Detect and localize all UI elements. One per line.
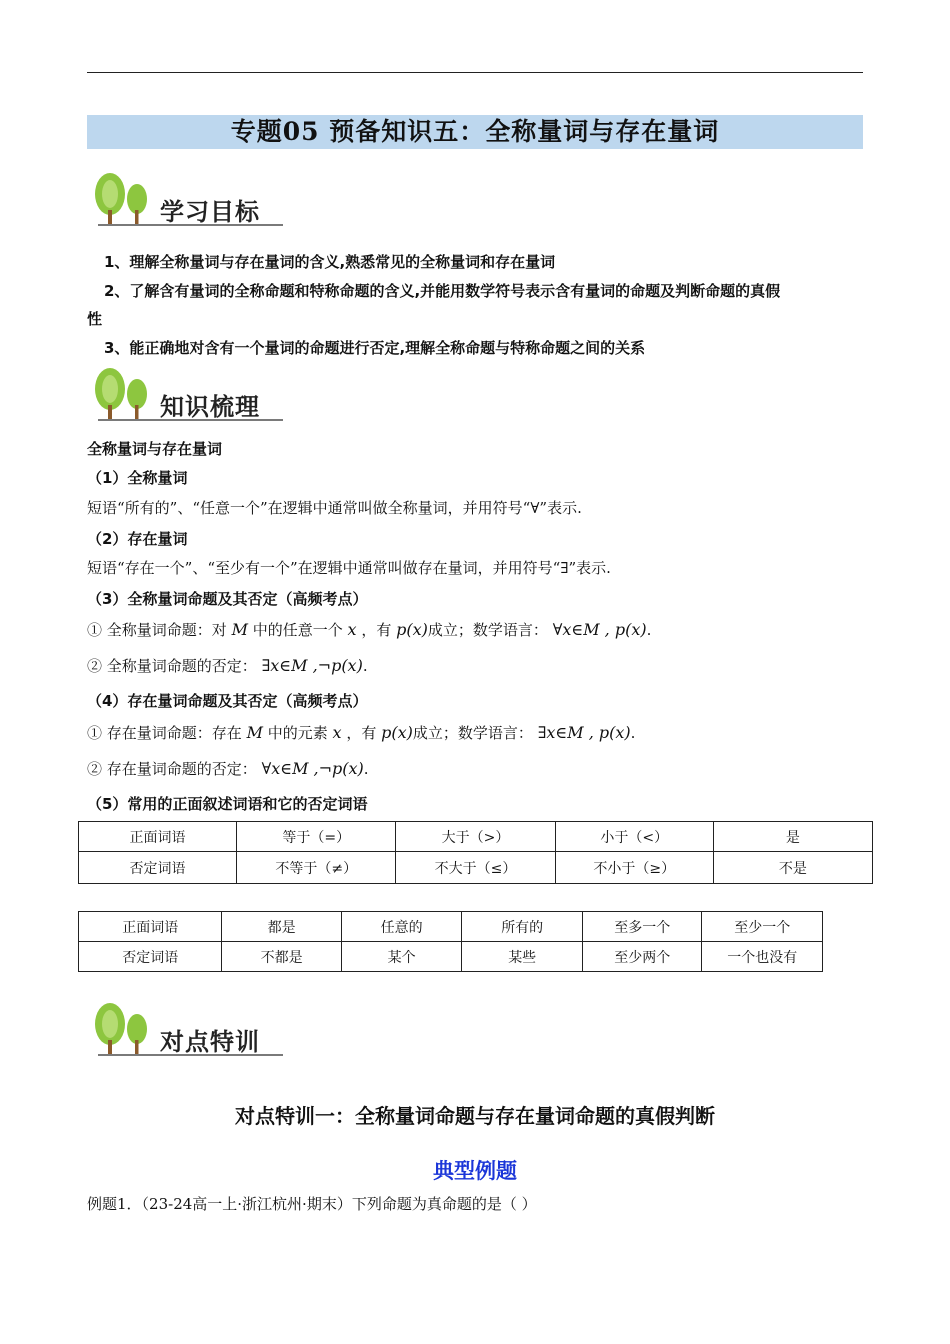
math-set-m: M: [246, 723, 263, 742]
text: ① 存在量词命题：存在: [87, 724, 242, 742]
period: .: [363, 760, 369, 778]
table-cell: 等于（=）: [237, 822, 396, 852]
table-cell: 是: [713, 822, 872, 852]
heading-common-words: （5）常用的正面叙述词语和它的否定词语: [87, 795, 368, 813]
table-cell: 不大于（≤）: [396, 852, 555, 884]
text: ② 存在量词命题的否定：: [87, 760, 257, 778]
table-cell: 不小于（≥）: [555, 852, 713, 884]
table-row: [79, 822, 873, 852]
words-table-2: [78, 911, 823, 972]
example-1: 例题1．（23-24高一上·浙江杭州·期末）下列命题为真命题的是（ ）: [87, 1195, 537, 1213]
period: .: [646, 621, 652, 639]
top-rule: [87, 72, 863, 73]
line-universal-proposition: [87, 620, 651, 640]
table-cell: 不等于（≠）: [237, 852, 396, 884]
text: 成立；数学语言：: [427, 621, 548, 639]
table-cell: 某些: [462, 942, 583, 972]
section-heading-label: 知识梳理: [160, 393, 260, 421]
typical-example-heading: 典型例题: [433, 1159, 517, 1183]
line-existential-proposition: [87, 723, 635, 743]
table-row: [79, 912, 823, 942]
table-row: [79, 942, 823, 972]
table-cell: 小于（<）: [555, 822, 713, 852]
section-heading-practice: [90, 1002, 290, 1062]
heading-existential-quantifier: （2）存在量词: [87, 530, 188, 548]
math-formula: ∀x∈M ,¬p(x): [261, 759, 364, 778]
text: ② 全称量词命题的否定：: [87, 657, 257, 675]
heading-existential-proposition: （4）存在量词命题及其否定（高频考点）: [87, 692, 368, 710]
para-existential-quantifier: 短语“存在一个”、“至少有一个”在逻辑中通常叫做存在量词，并用符号“∃”表示.: [87, 559, 611, 577]
math-formula: ∃x∈M , p(x): [537, 723, 631, 742]
tree-icon: [90, 172, 160, 228]
table-cell: 不是: [713, 852, 872, 884]
math-formula: ∃x∈M ,¬p(x): [261, 656, 363, 675]
section-underline: [98, 419, 283, 421]
line-existential-negation: [87, 759, 369, 779]
math-formula: ∀x∈M , p(x): [552, 620, 647, 639]
text: ，有: [346, 724, 377, 742]
tree-icon: [90, 1002, 160, 1058]
period: .: [362, 657, 368, 675]
table-cell: 不都是: [222, 942, 342, 972]
table-cell: 正面词语: [79, 912, 222, 942]
math-p-x: p(x): [396, 620, 428, 639]
section-heading-label: 对点特训: [160, 1028, 260, 1056]
table-cell: 否定词语: [79, 852, 237, 884]
text: 成立；数学语言：: [412, 724, 533, 742]
table-row: [79, 852, 873, 884]
table-cell: 至少两个: [582, 942, 702, 972]
words-table-1: [78, 821, 873, 884]
table-cell: 任意的: [341, 912, 462, 942]
text: 中的元素: [267, 724, 328, 742]
table-cell: 否定词语: [79, 942, 222, 972]
practice-subtitle: 对点特训一：全称量词命题与存在量词命题的真假判断: [235, 1104, 715, 1128]
table-cell: 都是: [222, 912, 342, 942]
table-cell: 至少一个: [702, 912, 823, 942]
tree-icon: [90, 367, 160, 423]
goal-item-3: 3、能正确地对含有一个量词的命题进行否定,理解全称命题与特称命题之间的关系: [104, 339, 646, 357]
goal-item-2-cont: 性: [87, 310, 103, 328]
line-universal-negation: [87, 656, 368, 676]
table-cell: 所有的: [462, 912, 583, 942]
knowledge-topic: 全称量词与存在量词: [87, 440, 223, 458]
section-heading-goals: [90, 172, 290, 232]
heading-universal-quantifier: （1）全称量词: [87, 469, 188, 487]
math-x: x: [347, 620, 357, 639]
text: ① 全称量词命题：对: [87, 621, 227, 639]
period: .: [630, 724, 636, 742]
section-underline: [98, 224, 283, 226]
table-cell: 正面词语: [79, 822, 237, 852]
goal-item-1: 1、理解全称量词与存在量词的含义,熟悉常见的全称量词和存在量词: [104, 253, 556, 271]
section-underline: [98, 1054, 283, 1056]
heading-universal-proposition: （3）全称量词命题及其否定（高频考点）: [87, 590, 368, 608]
section-heading-label: 学习目标: [160, 198, 260, 226]
math-x: x: [332, 723, 342, 742]
math-p-x: p(x): [381, 723, 413, 742]
table-cell: 大于（>）: [396, 822, 555, 852]
goal-item-2: 2、了解含有量词的全称命题和特称命题的含义,并能用数学符号表示含有量词的命题及判断命题的真假: [104, 282, 781, 300]
table-cell: 至多一个: [582, 912, 702, 942]
page-title: 专题05 预备知识五：全称量词与存在量词: [87, 115, 863, 149]
text: 中的任意一个: [252, 621, 343, 639]
para-universal-quantifier: 短语“所有的”、“任意一个”在逻辑中通常叫做全称量词，并用符号“∀”表示.: [87, 499, 582, 517]
text: ，有: [361, 621, 392, 639]
table-cell: 一个也没有: [702, 942, 823, 972]
table-cell: 某个: [341, 942, 462, 972]
section-heading-knowledge: [90, 367, 290, 427]
math-set-m: M: [231, 620, 248, 639]
